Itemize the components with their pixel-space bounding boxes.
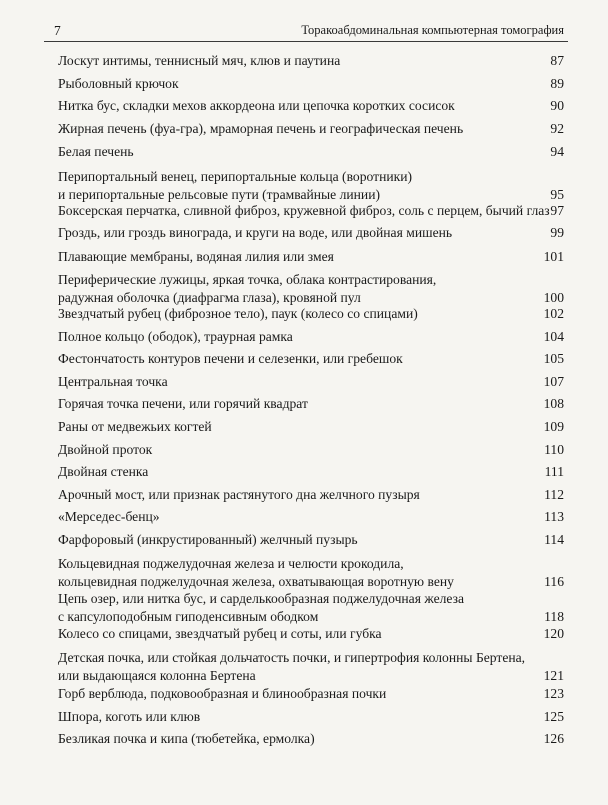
toc-entry-title: Колесо со спицами, звездчатый рубец и соты, или губка xyxy=(58,626,382,641)
toc-entry-page-number: 99 xyxy=(550,225,564,240)
toc-entry-title: с капсулоподобным гиподенсивным ободком xyxy=(58,609,319,624)
toc-entry-title: Нитка бус, складки мехов аккордеона или цепочка коротких сосисок xyxy=(58,98,455,113)
running-title: Торакоабдоминальная компьютерная томография xyxy=(301,23,564,37)
toc-entry xyxy=(58,97,568,115)
toc-entry xyxy=(58,555,568,591)
toc-entry-title: Детская почка, или стойкая дольчатость почки, и гипертрофия колонны Бертена, xyxy=(58,650,526,665)
toc-entry-page-number: 102 xyxy=(543,306,564,321)
toc-entry-page-number: 94 xyxy=(550,144,564,159)
toc-entry xyxy=(58,418,568,436)
toc-entry xyxy=(58,224,568,242)
toc-entry xyxy=(58,143,568,161)
toc-entry-title: Жирная печень (фуа-гра), мраморная печень и географическая печень xyxy=(58,121,464,136)
toc-entry xyxy=(58,271,568,307)
toc-entry-title: Боксерская перчатка, сливной фиброз, кружевной фиброз, соль с перцем, бычий глаз xyxy=(58,203,550,218)
toc-entry-title: Перипортальный венец, перипортальные кольца (воротники) xyxy=(58,169,413,184)
toc-entry-title: Плавающие мембраны, водяная лилия или змея xyxy=(58,249,334,264)
toc-entry-page-number: 108 xyxy=(543,396,564,411)
toc-entry xyxy=(58,708,568,726)
page-number: 7 xyxy=(54,23,61,38)
toc-entry-title: радужная оболочка (диафрагма глаза), кровяной пул xyxy=(58,290,361,305)
toc-entry xyxy=(58,486,568,504)
toc-entry-title: Гроздь, или гроздь винограда, и круги на воде, или двойная мишень xyxy=(58,225,453,240)
toc-entry xyxy=(58,395,568,413)
toc-entry-page-number: 113 xyxy=(544,509,564,524)
toc-entry-page-number: 112 xyxy=(544,487,564,502)
toc-entry-title: Фарфоровый (инкрустированный) желчный пузырь xyxy=(58,532,358,547)
toc-entry xyxy=(58,531,568,549)
toc-entry-page-number: 90 xyxy=(550,98,564,113)
toc-entry xyxy=(58,52,568,70)
toc-entry xyxy=(58,350,568,368)
toc-entry-page-number: 97 xyxy=(550,203,564,218)
toc-entry-page-number: 121 xyxy=(543,668,564,683)
toc-entry-page-number: 123 xyxy=(543,686,564,701)
toc-entry xyxy=(58,463,568,481)
toc-entry-title: Горб верблюда, подковообразная и блинообразная почки xyxy=(58,686,387,701)
toc-entry-page-number: 87 xyxy=(550,53,564,68)
toc-entry xyxy=(58,590,568,626)
toc-entry xyxy=(58,202,568,220)
toc-entry-title: Двойной проток xyxy=(58,442,153,457)
toc-entry-page-number: 101 xyxy=(543,249,564,264)
toc-entry-page-number: 118 xyxy=(544,609,564,624)
toc-entry-page-number: 125 xyxy=(543,709,564,724)
toc-entry-page-number: 100 xyxy=(543,290,564,305)
toc-entry-page-number: 109 xyxy=(543,419,564,434)
toc-entry-title: «Мерседес-бенц» xyxy=(58,509,160,524)
toc-entry-page-number: 95 xyxy=(550,187,564,202)
toc-entry xyxy=(58,685,568,703)
toc-entry xyxy=(58,441,568,459)
toc-entry-title: Полное кольцо (ободок), траурная рамка xyxy=(58,329,293,344)
toc-entry-title: Лоскут интимы, теннисный мяч, клюв и паутина xyxy=(58,53,341,68)
toc-entry-title: Горячая точка печени, или горячий квадрат xyxy=(58,396,308,411)
toc-entry-title: и перипортальные рельсовые пути (трамвайные линии) xyxy=(58,187,381,202)
toc-entry-title: Кольцевидная поджелудочная железа и челюсти крокодила, xyxy=(58,556,404,571)
toc-entry xyxy=(58,120,568,138)
toc-entry-title: Раны от медвежьих когтей xyxy=(58,419,212,434)
toc-entry-title: Двойная стенка xyxy=(58,464,149,479)
toc-entry-title: Звездчатый рубец (фиброзное тело), паук (колесо со спицами) xyxy=(58,306,418,321)
toc-entry-page-number: 120 xyxy=(543,626,564,641)
toc-entry-title: Арочный мост, или признак растянутого дна желчного пузыря xyxy=(58,487,420,502)
toc-entry-page-number: 126 xyxy=(543,731,564,746)
running-header xyxy=(44,21,568,42)
toc-entry-title: Фестончатость контуров печени и селезенки, или гребешок xyxy=(58,351,403,366)
toc-entry-page-number: 89 xyxy=(550,76,564,91)
toc-entry-page-number: 92 xyxy=(550,121,564,136)
toc-entry xyxy=(58,625,568,643)
toc-entry-page-number: 105 xyxy=(543,351,564,366)
toc-entry xyxy=(58,75,568,93)
toc-entry xyxy=(58,305,568,323)
toc-entry xyxy=(58,328,568,346)
toc-entry-title: Безликая почка и кипа (тюбетейка, ермолка) xyxy=(58,731,315,746)
toc-entry-title: Рыболовный крючок xyxy=(58,76,179,91)
toc-entry-page-number: 116 xyxy=(544,574,564,589)
toc-entry-page-number: 114 xyxy=(544,532,564,547)
toc-entry-title: Цепь озер, или нитка бус, и сарделькообразная поджелудочная железа xyxy=(58,591,464,606)
toc-entry xyxy=(58,168,568,204)
toc-entry xyxy=(58,649,568,685)
toc-entry-title: Шпора, коготь или клюв xyxy=(58,709,201,724)
toc-entry-title: или выдающаяся колонна Бертена xyxy=(58,668,256,683)
toc-entry xyxy=(58,248,568,266)
toc-entry-title: Периферические лужицы, яркая точка, облака контрастирования, xyxy=(58,272,437,287)
toc-entry xyxy=(58,730,568,748)
toc-entry-page-number: 107 xyxy=(543,374,564,389)
toc-entry-title: Белая печень xyxy=(58,144,134,159)
toc-entry-page-number: 104 xyxy=(543,329,564,344)
toc-entry xyxy=(58,508,568,526)
toc-entry xyxy=(58,373,568,391)
toc-entry-title: кольцевидная поджелудочная железа, охватывающая воротную вену xyxy=(58,574,454,589)
toc-entry-page-number: 111 xyxy=(544,464,564,479)
toc-entry-title: Центральная точка xyxy=(58,374,168,389)
toc-entry-page-number: 110 xyxy=(544,442,564,457)
